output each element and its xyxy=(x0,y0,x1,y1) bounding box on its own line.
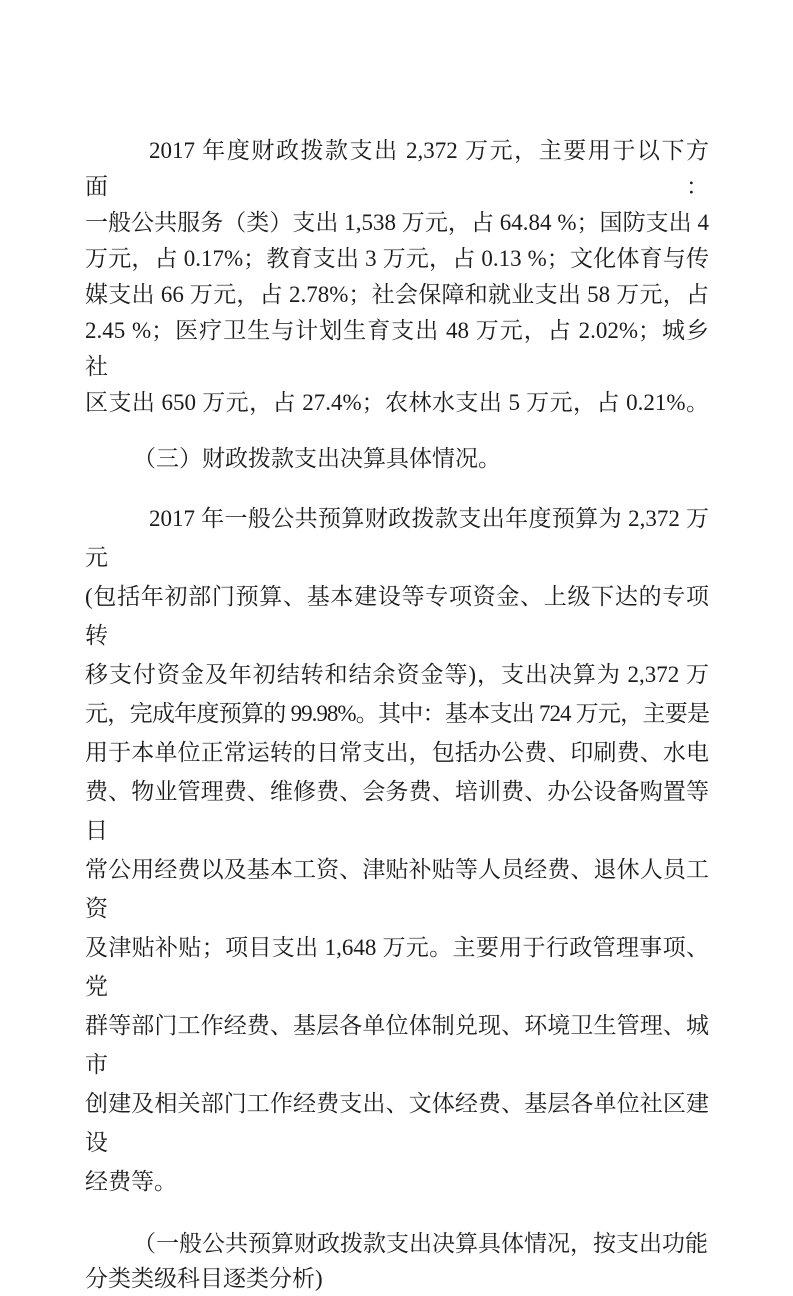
text-line: 移支付资金及年初结转和结余资金等)，支出决算为 2,372 万 xyxy=(85,662,709,687)
text-line: 用于本单位正常运转的日常支出，包括办公费、印刷费、水电 xyxy=(85,740,709,765)
text-line: 区支出 650 万元，占 27.4%；农林水支出 5 万元，占 0.21%。 xyxy=(85,390,709,415)
text-line: 元，完成年度预算的 99.98%。其中：基本支出 724 万元，主要是 xyxy=(85,701,709,726)
paragraph-expenditure-summary xyxy=(85,133,709,421)
paragraph-budget-detail xyxy=(85,499,709,1201)
paragraph-analysis-note xyxy=(85,1226,709,1296)
text-line: 创建及相关部门工作经费支出、文体经费、基层各单位社区建设 xyxy=(85,1091,709,1155)
text-line: 经费等。 xyxy=(85,1169,177,1194)
text-line: （一般公共预算财政拨款支出决算具体情况，按支出功能 xyxy=(133,1231,708,1256)
text-line: (包括年初部门预算、基本建设等专项资金、上级下达的专项转 xyxy=(85,584,709,648)
text-line: 及津贴补贴；项目支出 1,648 万元。主要用于行政管理事项、党 xyxy=(85,935,709,999)
text-line: 2017 年度财政拨款支出 2,372 万元，主要用于以下方面： xyxy=(85,138,709,199)
text-line: 媒支出 66 万元，占 2.78%；社会保障和就业支出 58 万元，占 xyxy=(85,282,709,307)
section-heading xyxy=(85,441,709,477)
text-line: 一般公共服务（类）支出 1,538 万元，占 64.84 %；国防支出 4 xyxy=(85,210,709,235)
text-line: 分类类级科目逐类分析) xyxy=(85,1266,323,1291)
text-line: 费、物业管理费、维修费、会务费、培训费、办公设备购置等日 xyxy=(85,779,709,843)
text-line: 万元，占 0.17%；教育支出 3 万元，占 0.13 %；文化体育与传 xyxy=(85,246,709,271)
text-line: 常公用经费以及基本工资、津贴补贴等人员经费、退休人员工资 xyxy=(85,857,709,921)
text-line: 2.45 %；医疗卫生与计划生育支出 48 万元，占 2.02%；城乡社 xyxy=(85,318,709,379)
text-line: 2017 年一般公共预算财政拨款支出年度预算为 2,372 万元 xyxy=(85,506,709,570)
text-line: 群等部门工作经费、基层各单位体制兑现、环境卫生管理、城市 xyxy=(85,1013,709,1077)
heading-text: （三）财政拨款支出决算具体情况。 xyxy=(133,446,501,471)
